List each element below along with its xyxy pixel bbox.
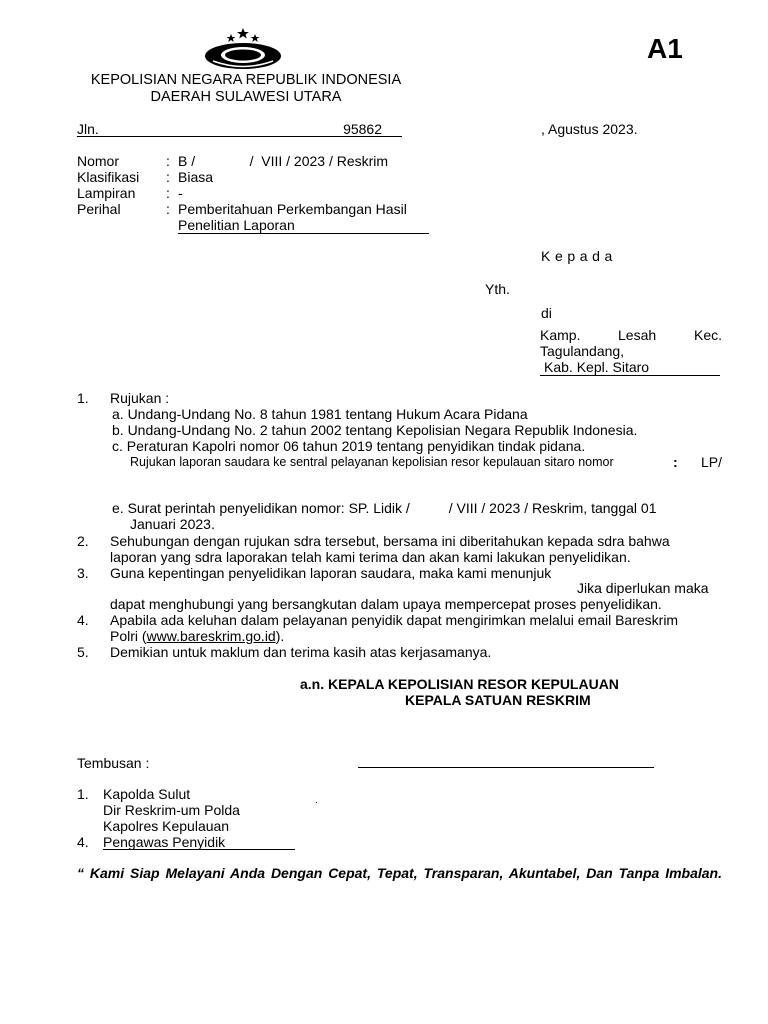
paragraph-4-line2: [110, 628, 284, 644]
recipient-kamp: Kamp.: [540, 327, 581, 343]
paragraph-3-line1: Guna kepentingan penyelidikan laporan saudara, maka kami menunjuk: [110, 565, 552, 581]
address-line: [77, 121, 402, 137]
tembusan-item: Pengawas Penyidik: [103, 834, 295, 850]
tembusan-item: Kapolres Kepulauan: [103, 818, 230, 834]
meta-label-lampiran: Lampiran: [77, 185, 136, 201]
meta-colon: :: [166, 201, 170, 217]
meta-value-perihal: Pemberitahuan Perkembangan Hasil: [178, 201, 407, 217]
service-motto: “ Kami Siap Melayani Anda Dengan Cepat, Tepat, Transparan, Akuntabel, Dan Tanpa Imbalan.: [77, 865, 722, 881]
paragraph-4-prefix: Polri (: [110, 628, 147, 644]
recipient-kec: Kec.: [693, 327, 722, 343]
paragraph-5: Demikian untuk maklum dan terima kasih atas kerjasamanya.: [110, 644, 492, 660]
rujukan-heading: Rujukan :: [110, 390, 170, 406]
paragraph-4-line1: Apabila ada keluhan dalam pelayanan penyidik dapat mengirimkan melalui email Bareskrim: [110, 612, 679, 628]
recipient-address-line3: Kab. Kepl. Sitaro: [540, 359, 720, 376]
meta-value-lampiran: -: [178, 185, 183, 201]
tembusan-item: Dir Reskrim-um Polda: [103, 802, 240, 818]
reference-a: a. Undang-Undang No. 8 tahun 1981 tentang Hukum Acara Pidana: [112, 406, 528, 422]
recipient-address-line1: [540, 327, 722, 343]
street-label: Jln.: [77, 121, 99, 137]
recipient-village: Lesah: [618, 327, 657, 343]
reference-c: c. Peraturan Kapolri nomor 06 tahun 2019 tentang penyidikan tindak pidana.: [112, 438, 586, 454]
subject-line2: Penelitian Laporan: [178, 217, 429, 234]
document-code: A1: [647, 33, 683, 64]
stray-dot: .: [315, 795, 318, 806]
paragraph-3-line3: dapat menghubungi yang bersangkutan dalam upaya mempercepat proses penyelidikan.: [110, 596, 662, 612]
meta-label-klasifikasi: Klasifikasi: [77, 169, 140, 185]
meta-value-nomor: B / / VIII / 2023 / Reskrim: [178, 153, 389, 169]
signature-line2: KEPALA SATUAN RESKRIM: [405, 692, 591, 708]
item-number: 3.: [77, 565, 89, 581]
item-number: 2.: [77, 533, 89, 549]
di-label: di: [541, 305, 552, 321]
signature-line1: a.n. KEPALA KEPOLISIAN RESOR KEPULAUAN: [300, 676, 619, 692]
reference-e: e. Surat perintah penyelidikan nomor: SP. Lidik / / VIII / 2023 / Reskrim, tanggal 01: [112, 500, 657, 516]
tembusan-label: Tembusan :: [77, 755, 150, 771]
paragraph-4-suffix: ).: [275, 628, 285, 644]
reference-b: b. Undang-Undang No. 2 tahun 2002 tentang Kepolisian Negara Republik Indonesia.: [112, 422, 638, 438]
region-name: DAERAH SULAWESI UTARA: [150, 89, 342, 105]
meta-label-nomor: Nomor: [77, 153, 120, 169]
meta-colon: :: [166, 153, 170, 169]
paragraph-2-line1: Sehubungan dengan rujukan sdra tersebut, bersama ini diberitahukan kepada sdra bahwa: [110, 533, 670, 549]
item-number: 4.: [77, 834, 89, 850]
postal-code: 95862: [343, 121, 382, 137]
item-number: 1.: [77, 390, 89, 406]
reference-e-date: Januari 2023.: [130, 516, 215, 532]
kepada-label: Kepada: [541, 248, 617, 264]
tembusan-item: Kapolda Sulut: [103, 786, 191, 802]
item-number: 4.: [77, 612, 89, 628]
meta-colon: :: [166, 185, 170, 201]
meta-colon: :: [166, 169, 170, 185]
reference-d: Rujukan laporan saudara ke sentral pelayanan kepolisian resor kepulauan sitaro nomor: [130, 455, 614, 469]
item-number: 5.: [77, 644, 89, 660]
recipient-address-line2: Tagulandang,: [540, 343, 625, 359]
meta-value-klasifikasi: Biasa: [178, 169, 214, 185]
item-number: 1.: [77, 786, 89, 802]
reference-d-colon: :: [673, 454, 678, 470]
institution-name: KEPOLISIAN NEGARA REPUBLIK INDONESIA: [90, 72, 402, 88]
signature-line: [358, 767, 654, 768]
bareskrim-email-link[interactable]: www.bareskrim.go.id: [146, 628, 276, 644]
paragraph-3-line2: Jika diperlukan maka: [577, 580, 709, 596]
letter-date: , Agustus 2023.: [541, 121, 638, 137]
police-emblem-logo: [203, 28, 283, 70]
reference-d-lp: LP/: [701, 454, 723, 470]
yth-label: Yth.: [485, 281, 510, 297]
paragraph-2-line2: laporan yang sdra laporakan telah kami terima dan akan kami lakukan penyelidikan.: [110, 549, 631, 565]
meta-label-perihal: Perihal: [77, 201, 121, 217]
